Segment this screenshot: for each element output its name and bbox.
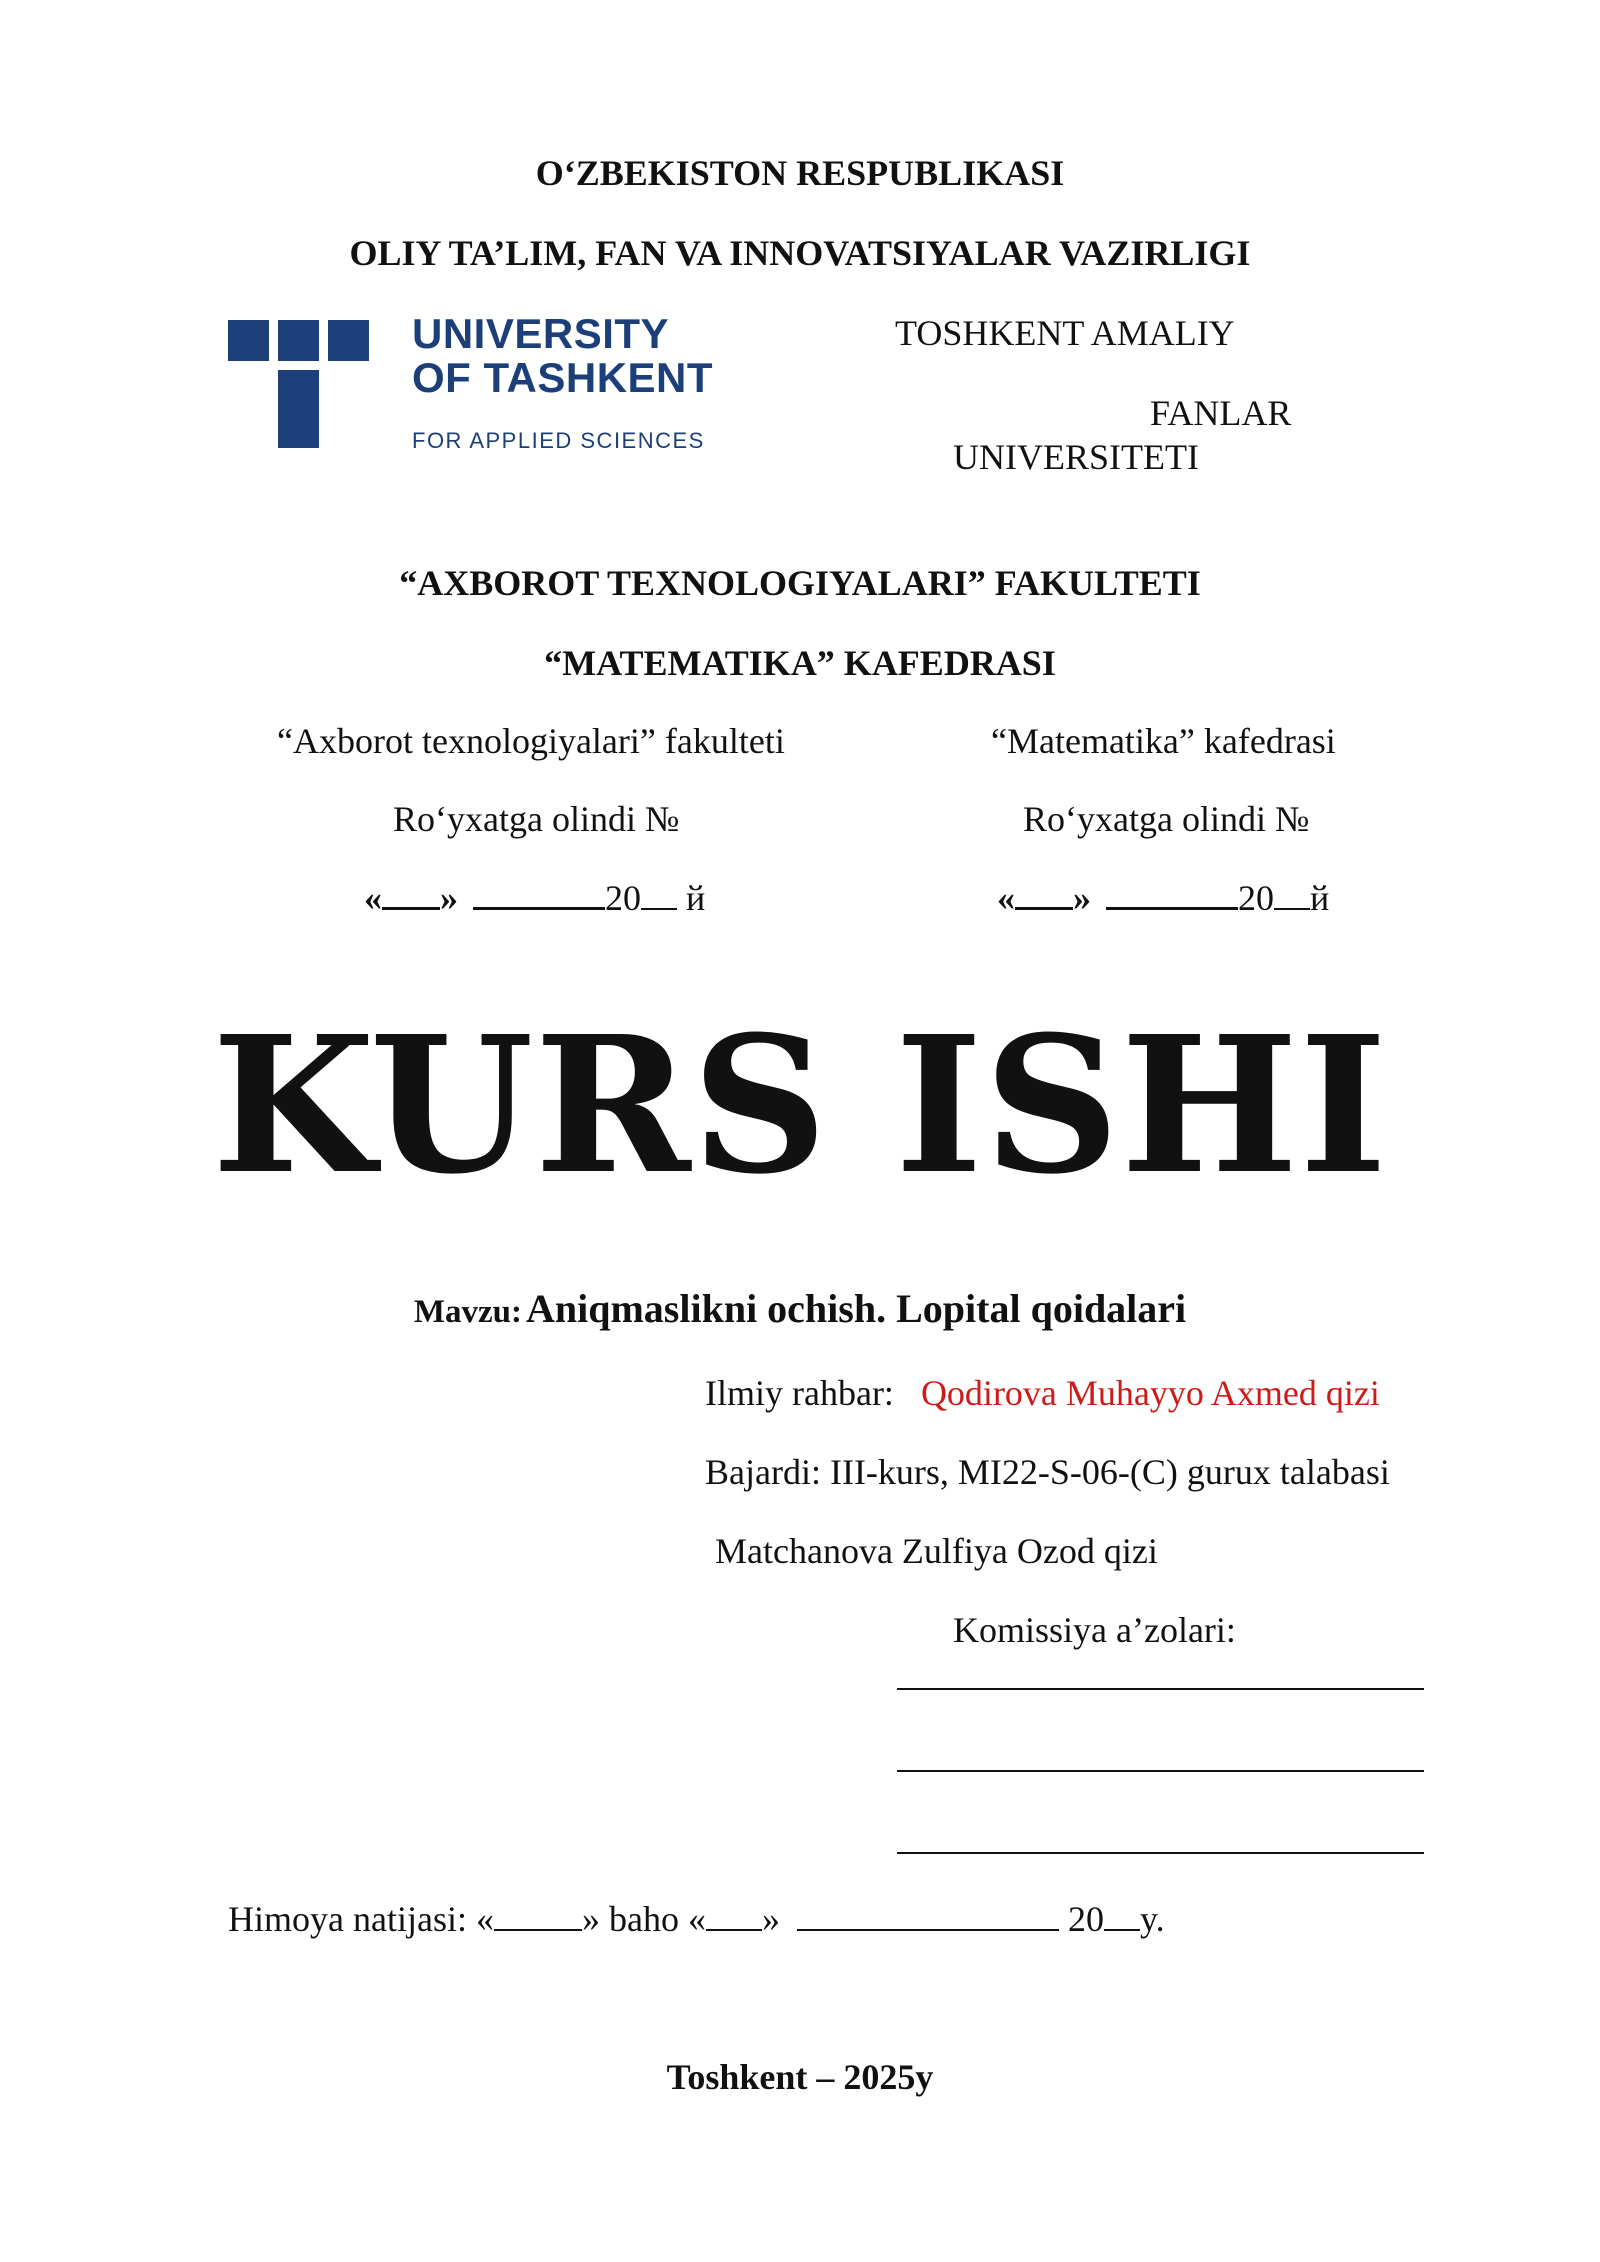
defense-score-blank [494,1901,582,1931]
date-year-blank [1274,880,1310,910]
department-title: “MATEMATIKA” KAFEDRASI [544,643,1056,683]
footer-city-year: Toshkent – 2025y [666,2057,934,2097]
university-logo-text [412,312,713,454]
supervisor-name: Qodirova Muhayyo Axmed qizi [920,1373,1380,1413]
registration-left-date: « » 20 й [364,878,706,918]
date-day-blank [382,879,440,910]
date-month-blank [473,879,605,910]
registration-left-number: Ro‘yxatga olindi № [393,799,680,839]
university-name-line1: TOSHKENT AMALIY [895,313,1235,353]
performer-line: Bajardi: III-kurs, MI22-S-06-(C) gurux talabasi [705,1452,1390,1492]
registration-right-date: « » 20 й [997,878,1330,918]
university-logo-icon [228,320,373,450]
university-name-line3: UNIVERSITETI [953,437,1199,477]
registration-right-title: “Matematika” kafedrasi [991,721,1336,761]
university-name-line2: FANLAR [1150,393,1292,433]
commission-member-line [897,1688,1424,1690]
registration-right-number: Ro‘yxatga olindi № [1023,799,1310,839]
registration-left-title: “Axborot texnologiyalari” fakulteti [277,721,785,761]
topic-line [0,1285,1600,1332]
performer-name: Matchanova Zulfiya Ozod qizi [715,1531,1158,1571]
commission-member-line [897,1770,1424,1772]
topic-value: Aniqmaslikni ochish. Lopital qoidalari [525,1286,1187,1331]
country-title: O‘ZBEKISTON RESPUBLIKASI [535,153,1065,193]
ministry-title: OLIY TA’LIM, FAN VA INNOVATSIYALAR VAZIRLIGI [349,233,1251,273]
supervisor-label: Ilmiy rahbar: [705,1373,894,1413]
date-day-blank [1015,879,1073,910]
date-year-blank [641,880,677,910]
defense-date-blank [797,1901,1059,1931]
topic-label: Mavzu: [413,1294,522,1330]
date-month-blank [1106,879,1238,910]
supervisor-line [705,1372,1380,1414]
defense-year-blank [1104,1901,1140,1931]
logo-line-applied-sciences: FOR APPLIED SCIENCES [412,428,705,453]
logo-line-university: UNIVERSITY [412,310,670,357]
commission-label: Komissiya a’zolari: [953,1610,1236,1650]
defense-grade-blank [706,1901,762,1931]
defense-result-line: Himoya natijasi: « » baho « » 20 y. [228,1899,1165,1939]
document-title: KURS ISHI [211,995,1389,1216]
logo-line-of-tashkent: OF TASHKENT [412,354,714,401]
commission-member-line [897,1852,1424,1854]
faculty-title: “AXBOROT TEXNOLOGIYALARI” FAKULTETI [399,563,1201,603]
